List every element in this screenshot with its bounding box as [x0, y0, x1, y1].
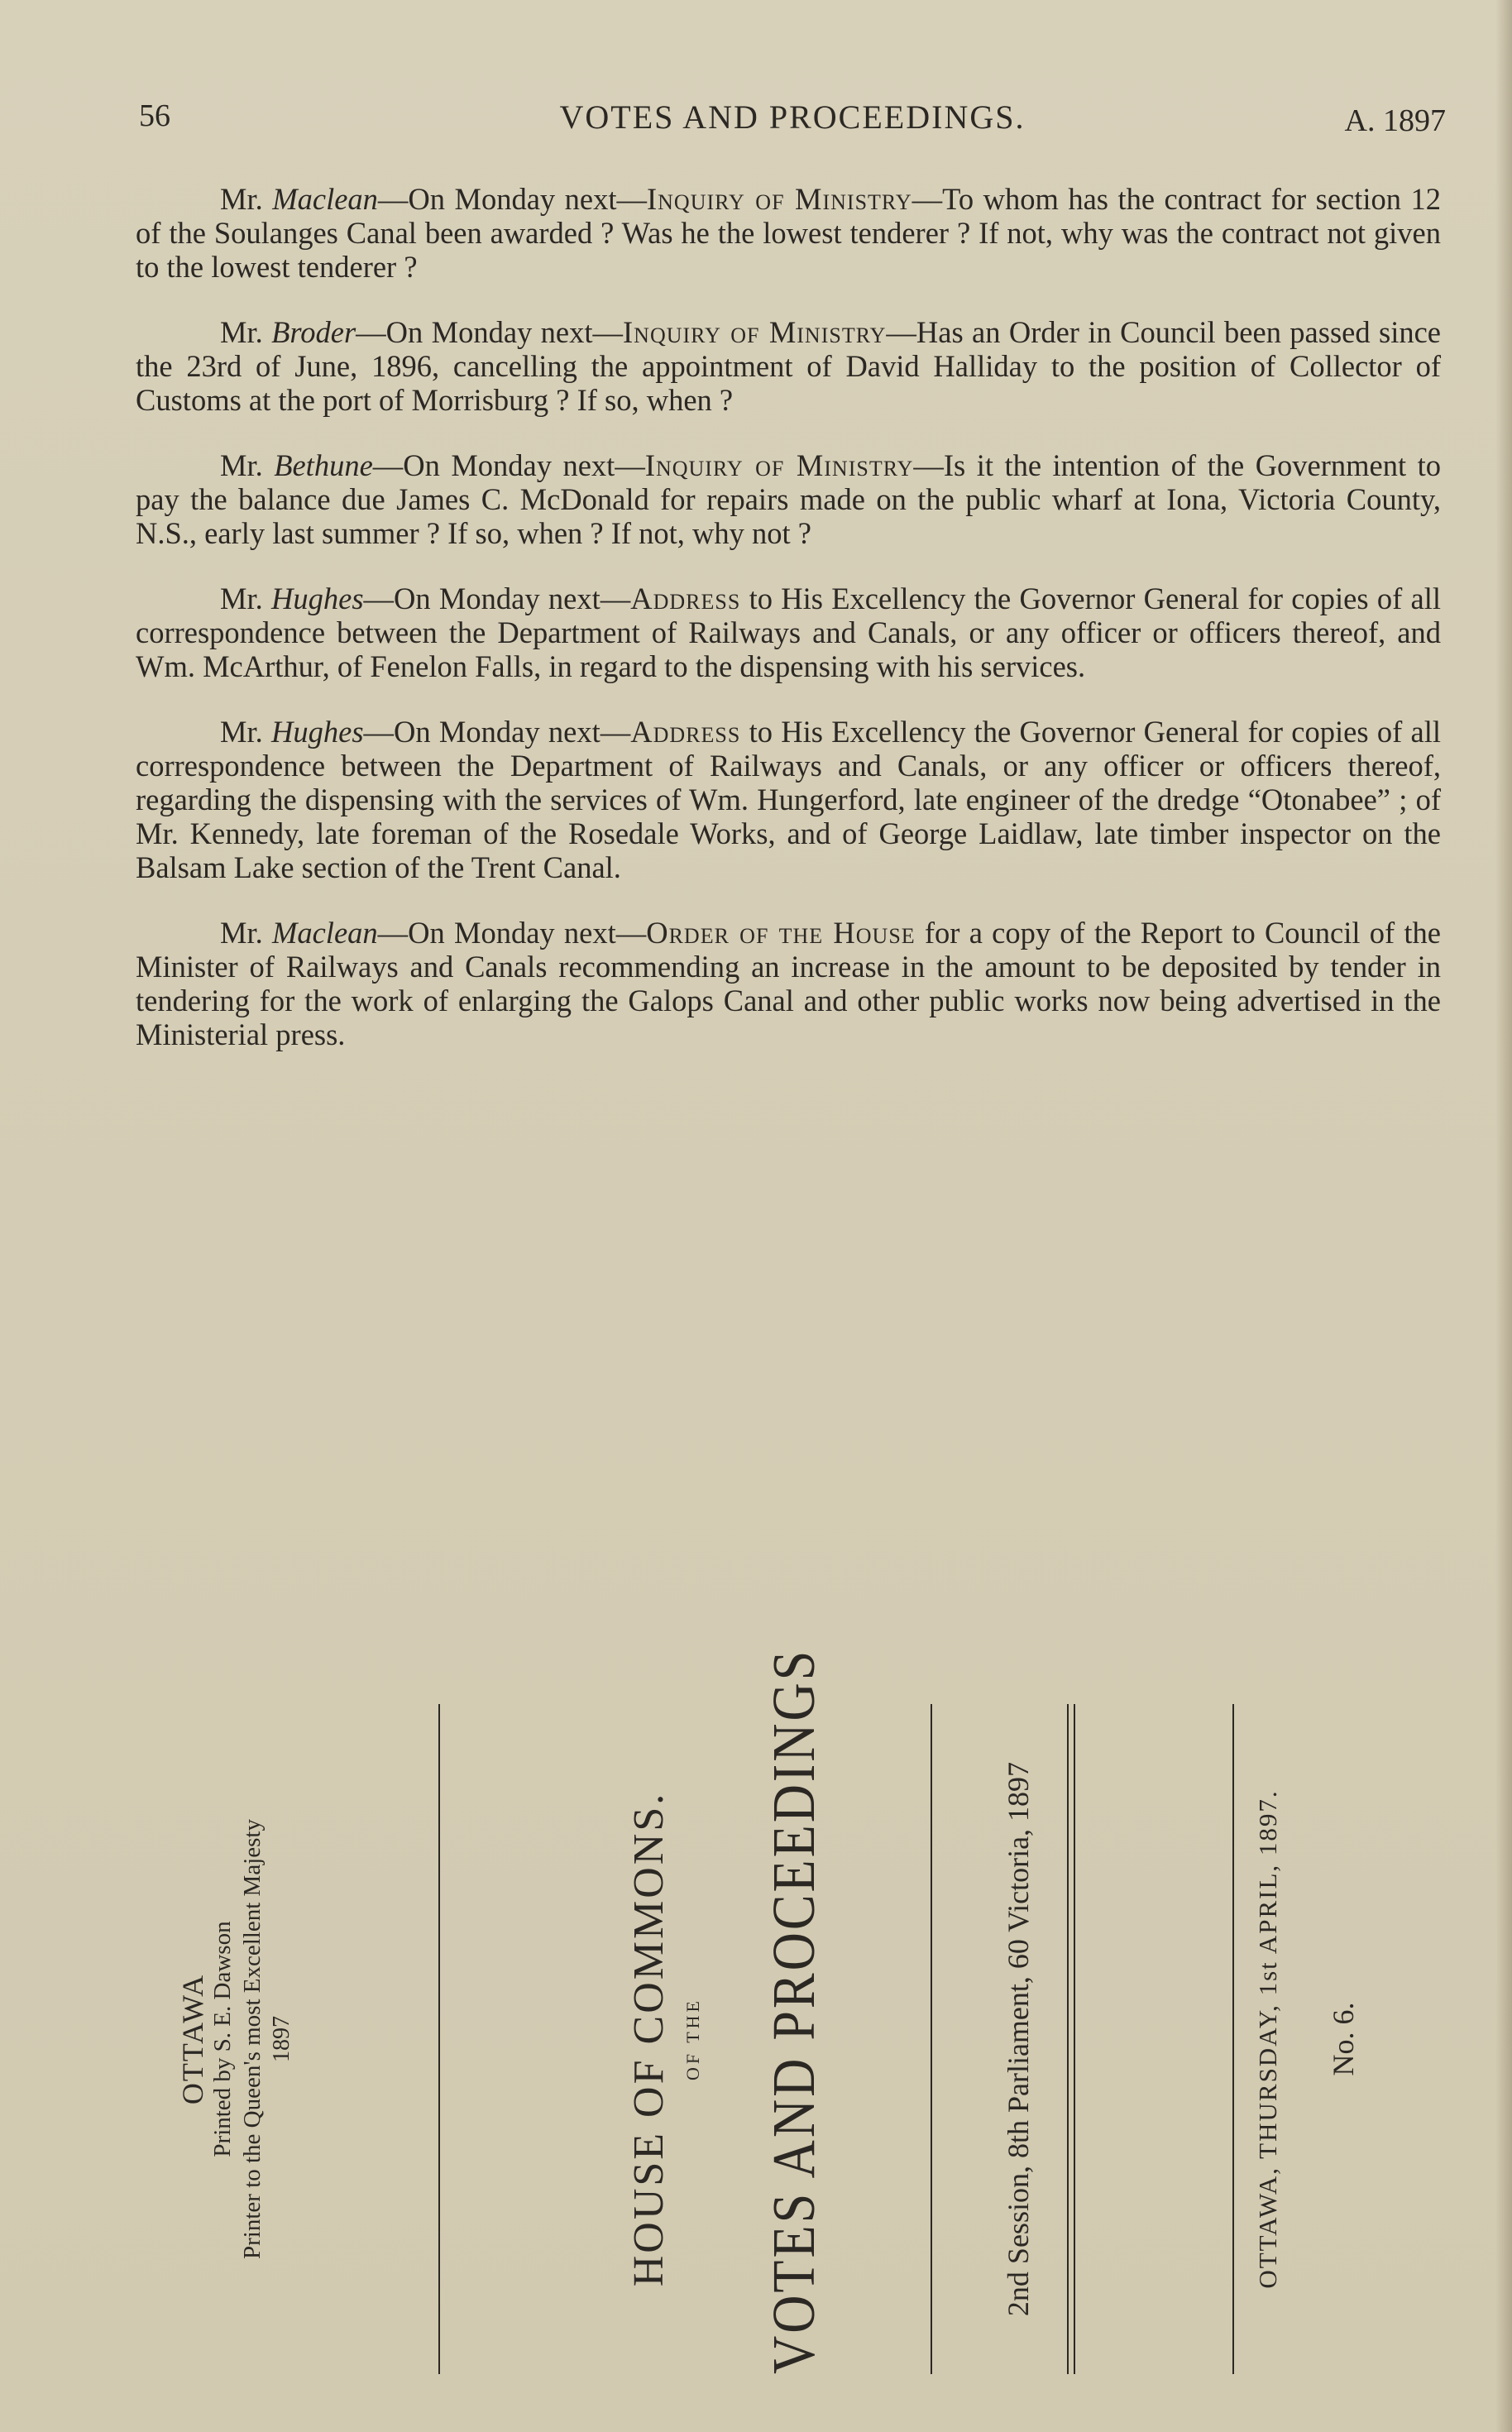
notice-member-name: Broder	[271, 315, 356, 349]
cover-city: OTTAWA	[176, 1973, 209, 2105]
notice-kind: Order of the House	[646, 916, 916, 950]
cover-printer-title: Printer to the Queen's most Excellent Majesty	[239, 1819, 266, 2259]
page-edge-shadow	[1495, 0, 1512, 2432]
notice-text: to His Excellency the Governor General for copies of all correspondence between the Department of Railways and Canals, or any officer or officers thereof, regarding the dispensing with the services of Wm. Hungerford, late engineer of the dredge “Otonabee” ; of Mr. Kennedy, late foreman of the Rosedale Works, and of George Laidlaw, late timber inspector on the Balsam Lake section of the Trent Canal.	[136, 715, 1442, 884]
notice-lead: —On Monday next—	[377, 182, 647, 216]
cover-printer-year: 1897	[269, 2016, 294, 2062]
cover-rule	[1232, 1704, 1234, 2374]
cover-rule	[438, 1704, 440, 2374]
cover-rule	[1074, 1704, 1075, 2374]
notice-kind: Inquiry of Ministry	[623, 315, 887, 349]
notice-member-title: Mr.	[220, 182, 273, 216]
notice-member-title: Mr.	[220, 315, 272, 349]
notice-kind: Inquiry of Ministry	[647, 182, 912, 216]
cover-rule	[931, 1704, 932, 2374]
notice-lead: —On Monday next—	[363, 582, 631, 615]
notice-kind: Address	[630, 715, 741, 749]
notice-member-name: Hughes	[271, 715, 364, 749]
cover-title: VOTES AND PROCEEDINGS	[759, 1648, 828, 2374]
notice-member-title: Mr.	[220, 448, 275, 482]
notice-member-title: Mr.	[220, 916, 272, 950]
notice-member-title: Mr.	[220, 715, 272, 749]
notice-lead: —On Monday next—	[363, 715, 631, 749]
back-cover-rotated	[153, 1648, 1476, 2374]
notice-paragraph	[136, 182, 1441, 284]
notice-member-name: Maclean	[272, 182, 378, 216]
notice-kind: Inquiry of Ministry	[644, 448, 914, 482]
cover-number: No. 6.	[1327, 2002, 1360, 2076]
notices-body	[136, 182, 1441, 1083]
cover-house: HOUSE OF COMMONS.	[625, 1791, 672, 2287]
notice-paragraph	[136, 448, 1441, 550]
notice-paragraph	[136, 715, 1441, 884]
cover-session: 2nd Session, 8th Parliament, 60 Victoria, 1897	[1002, 1761, 1035, 2317]
notice-text: —Has an Order in Council been passed since the 23rd of June, 1896, cancelling the appointment of David Halliday to the position of Collector of Customs at the port of Morrisburg ? If so, when ?	[136, 315, 1441, 417]
cover-imprint	[178, 1704, 297, 2374]
notice-lead: —On Monday next—	[356, 315, 624, 349]
notice-text: to His Excellency the Governor General for copies of all correspondence between the Department of Railways and Canals, or any officer or officers thereof, and Wm. McArthur, of Fenelon Falls, in regard to the dispensing with his services.	[136, 582, 1442, 683]
cover-printer-line: Printed by S. E. Dawson	[209, 1921, 236, 2157]
page-header	[139, 93, 1446, 142]
cover-rule	[1067, 1704, 1069, 2374]
notice-lead: —On Monday next—	[377, 916, 647, 950]
page-running-title: VOTES AND PROCEEDINGS.	[559, 98, 1026, 136]
back-cover	[153, 1648, 1476, 2374]
notice-member-title: Mr.	[220, 582, 272, 615]
notice-member-name: Bethune	[274, 448, 373, 482]
page-number: 56	[139, 98, 170, 133]
notice-member-name: Hughes	[271, 582, 364, 615]
notice-paragraph	[136, 315, 1441, 417]
notice-paragraph	[136, 582, 1441, 683]
notice-text: —Is it the intention of the Government to pay the balance due James C. McDonald for repairs made on the public wharf at Iona, Victoria County, N.S., early last summer ? If so, when ? If not, why not ?	[136, 448, 1441, 550]
notice-text: —To whom has the contract for section 12 of the Soulanges Canal been awarded ? Was he the lowest tenderer ? If not, why was the contract not given to the lowest tenderer ?	[136, 182, 1441, 284]
notice-lead: —On Monday next—	[372, 448, 645, 482]
notice-kind: Address	[630, 582, 741, 615]
notice-member-name: Maclean	[271, 916, 378, 950]
page-year-label: A. 1897	[1344, 103, 1446, 138]
notice-text: for a copy of the Report to Council of the Minister of Railways and Canals recommending an increase in the amount to be deposited by tender in tendering for the work of enlarging the Galops Canal and other public works now being advertised in the Ministerial press.	[136, 916, 1441, 1051]
notice-paragraph	[136, 916, 1441, 1051]
cover-date: OTTAWA, THURSDAY, 1st APRIL, 1897.	[1253, 1789, 1282, 2289]
cover-of-the: OF THE	[682, 1998, 703, 2080]
